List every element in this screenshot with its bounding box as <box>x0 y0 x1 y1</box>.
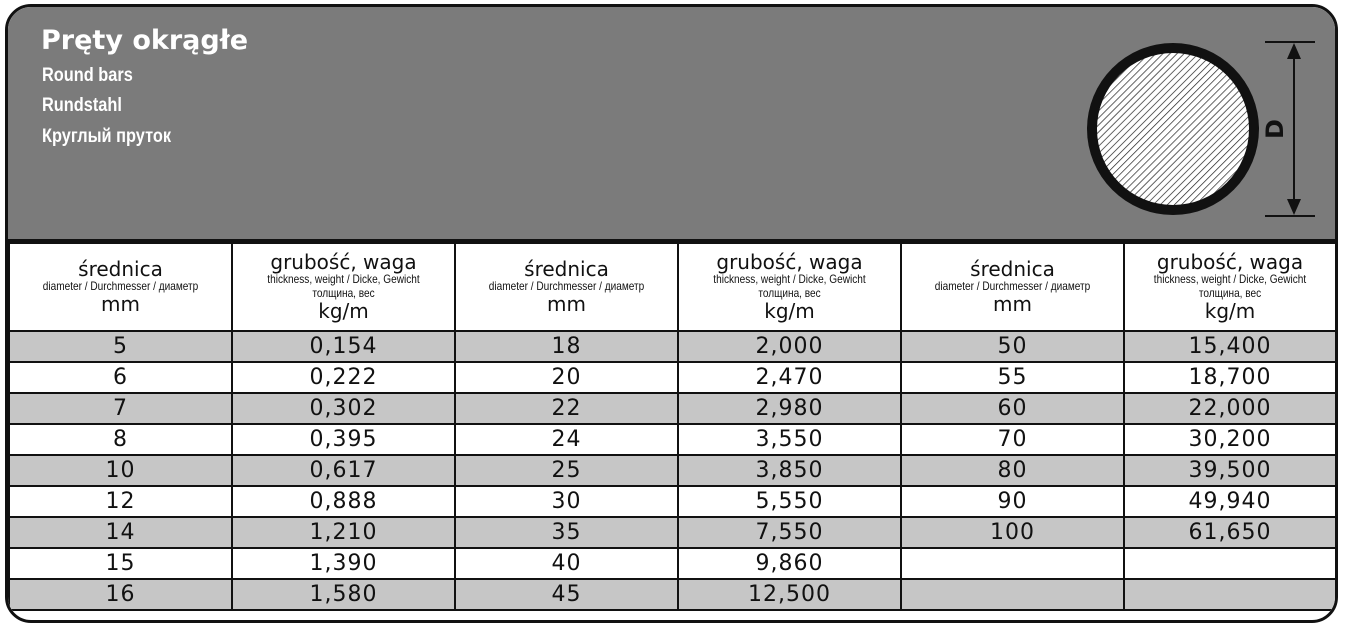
diameter-cell: 70 <box>901 424 1124 455</box>
header-unit: kg/m <box>764 299 815 323</box>
header-title: średnica <box>78 257 163 281</box>
diameter-label: D <box>1261 119 1289 139</box>
weight-cell: 39,500 <box>1124 455 1336 486</box>
diameter-cell: 14 <box>9 517 232 548</box>
diameter-cell: 50 <box>901 331 1124 362</box>
header-subtitle-ru: толщина, вес <box>312 286 375 300</box>
diameter-cell: 5 <box>9 331 232 362</box>
weight-cell: 49,940 <box>1124 486 1336 517</box>
weight-cell: 2,000 <box>678 331 901 362</box>
header-subtitle: thickness, weight / Dicke, Gewicht <box>1153 272 1307 286</box>
weight-cell: 1,390 <box>232 548 455 579</box>
weight-cell <box>1124 579 1336 610</box>
weight-cell: 0,302 <box>232 393 455 424</box>
title-english: Round bars <box>42 65 133 86</box>
column-header <box>455 243 678 331</box>
header-unit: kg/m <box>1204 299 1256 323</box>
header-title: grubość, waga <box>716 250 863 274</box>
table-row <box>9 579 1336 610</box>
header-title: grubość, waga <box>1156 250 1304 274</box>
column-header <box>1124 243 1336 331</box>
diameter-cell: 10 <box>9 455 232 486</box>
diameter-cell <box>901 579 1124 610</box>
title-polish: Pręty okrągłe <box>41 25 249 56</box>
table-row <box>9 362 1336 393</box>
header-subtitle: diameter / Durchmesser / диаметр <box>42 279 199 293</box>
diameter-cell: 60 <box>901 393 1124 424</box>
column-header <box>232 243 455 331</box>
diameter-cell: 80 <box>901 455 1124 486</box>
table-row <box>9 486 1336 517</box>
diameter-cell: 24 <box>455 424 678 455</box>
weight-cell <box>1124 548 1336 579</box>
header-subtitle: thickness, weight / Dicke, Gewicht <box>267 272 420 286</box>
diameter-cell: 6 <box>9 362 232 393</box>
bar-section-hatch <box>1097 53 1249 205</box>
table-row <box>9 331 1336 362</box>
round-bars-card <box>5 4 1338 623</box>
table-row <box>9 517 1336 548</box>
header-unit: mm <box>547 292 586 316</box>
header-unit: kg/m <box>318 299 369 323</box>
diameter-cell: 100 <box>901 517 1124 548</box>
header-unit: mm <box>993 292 1032 316</box>
diameter-cell: 12 <box>9 486 232 517</box>
weight-cell: 1,210 <box>232 517 455 548</box>
weight-cell: 2,980 <box>678 393 901 424</box>
weight-cell: 7,550 <box>678 517 901 548</box>
weight-cell: 1,580 <box>232 579 455 610</box>
header-title: grubość, waga <box>270 250 417 274</box>
weight-cell: 0,154 <box>232 331 455 362</box>
weight-cell: 9,860 <box>678 548 901 579</box>
arrow-up-icon <box>1287 43 1301 59</box>
weight-cell: 0,222 <box>232 362 455 393</box>
table-body <box>9 331 1336 610</box>
header-subtitle: diameter / Durchmesser / диаметр <box>934 279 1091 293</box>
column-header <box>901 243 1124 331</box>
header-unit: mm <box>101 292 140 316</box>
diameter-cell <box>901 548 1124 579</box>
header-subtitle: diameter / Durchmesser / диаметр <box>488 279 645 293</box>
weight-cell: 12,500 <box>678 579 901 610</box>
diameter-cell: 55 <box>901 362 1124 393</box>
diameter-cell: 45 <box>455 579 678 610</box>
header-subtitle-ru: толщина, вес <box>758 286 821 300</box>
weight-cell: 61,650 <box>1124 517 1336 548</box>
weight-cell: 30,200 <box>1124 424 1336 455</box>
weight-cell: 0,888 <box>232 486 455 517</box>
title-russian: Круглый пруток <box>42 126 172 147</box>
table-row <box>9 455 1336 486</box>
table-row <box>9 548 1336 579</box>
round-bars-table <box>8 242 1337 611</box>
weight-cell: 15,400 <box>1124 331 1336 362</box>
diameter-cell: 22 <box>455 393 678 424</box>
diameter-cell: 15 <box>9 548 232 579</box>
diameter-cell: 18 <box>455 331 678 362</box>
weight-cell: 5,550 <box>678 486 901 517</box>
weight-cell: 0,395 <box>232 424 455 455</box>
diameter-cell: 25 <box>455 455 678 486</box>
diameter-cell: 20 <box>455 362 678 393</box>
diameter-cell: 8 <box>9 424 232 455</box>
table-row <box>9 393 1336 424</box>
weight-cell: 18,700 <box>1124 362 1336 393</box>
diameter-cell: 16 <box>9 579 232 610</box>
weight-cell: 2,470 <box>678 362 901 393</box>
weight-cell: 3,850 <box>678 455 901 486</box>
round-bar-cross-section-icon <box>1080 37 1320 222</box>
weight-cell: 3,550 <box>678 424 901 455</box>
title-german: Rundstahl <box>42 95 122 116</box>
header-title: średnica <box>970 257 1055 281</box>
column-header <box>9 243 232 331</box>
header-subtitle: thickness, weight / Dicke, Gewicht <box>713 272 866 286</box>
column-header <box>678 243 901 331</box>
diameter-cell: 7 <box>9 393 232 424</box>
table-header-row <box>9 243 1336 331</box>
header-panel <box>8 7 1335 242</box>
arrow-down-icon <box>1287 199 1301 215</box>
table-row <box>9 424 1336 455</box>
diameter-cell: 35 <box>455 517 678 548</box>
weight-cell: 0,617 <box>232 455 455 486</box>
header-subtitle-ru: толщина, вес <box>1198 286 1262 300</box>
diameter-cell: 40 <box>455 548 678 579</box>
diameter-cell: 30 <box>455 486 678 517</box>
weight-cell: 22,000 <box>1124 393 1336 424</box>
diameter-cell: 90 <box>901 486 1124 517</box>
header-title: średnica <box>524 257 609 281</box>
